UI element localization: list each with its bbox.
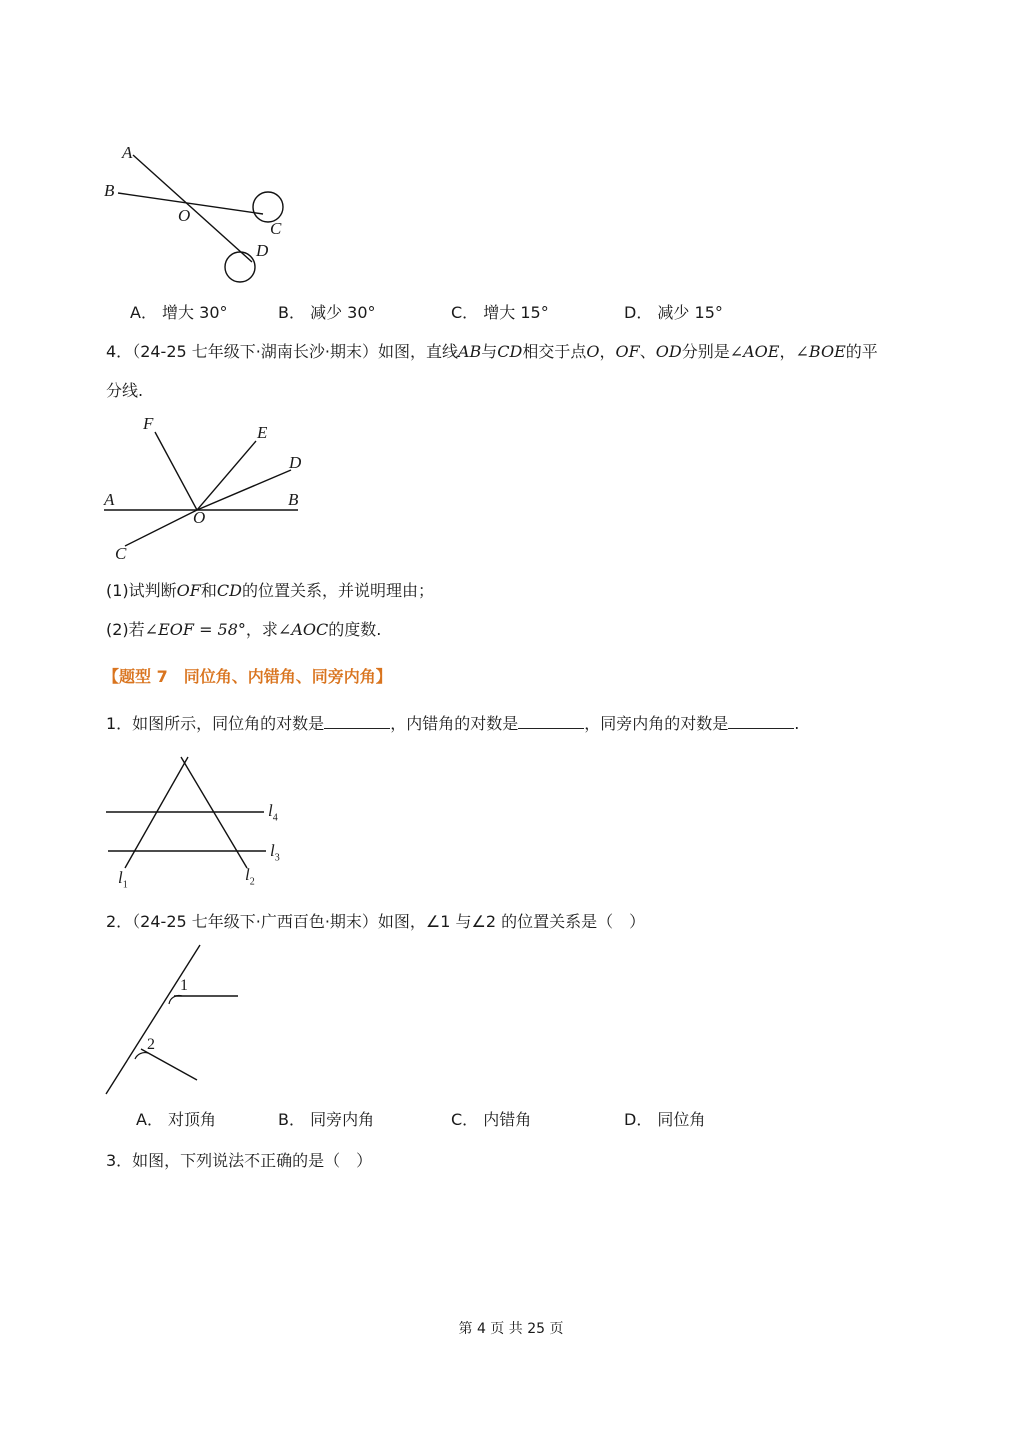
q3-option-a[interactable]: A． 增大 30°: [130, 303, 228, 322]
section-7-heading: 【题型 7 同位角、内错角、同旁内角】: [103, 667, 392, 686]
s7q2-option-d[interactable]: D． 同位角: [624, 1110, 706, 1129]
transversal: [106, 945, 200, 1094]
s7q2-option-c[interactable]: C． 内错角: [451, 1110, 532, 1129]
q4-sub1: (1)试判断OF和CD的位置关系，并说明理由；: [106, 581, 434, 600]
s7-q3-stem: 3．如图，下列说法不正确的是（ ）: [106, 1151, 373, 1170]
fig2-label-d: D: [289, 453, 302, 472]
fig1-label-a: A: [122, 143, 133, 162]
fig2-label-a: A: [104, 490, 115, 509]
fig2-label-b: B: [288, 490, 299, 509]
fig1-label-c: C: [270, 219, 282, 238]
fig2-label-o: O: [193, 508, 206, 527]
fig3-label-l1: $l_1$: [118, 868, 128, 891]
fig2-label-f: F: [143, 414, 154, 433]
q4-stem-line2: 分线.: [106, 381, 144, 400]
fig1-label-d: D: [256, 241, 269, 260]
fig1-label-o: O: [178, 206, 191, 225]
fig3-label-l4: $l_4$: [268, 801, 278, 824]
q4-stem-line1: 4．（24-25 七年级下·湖南长沙·期末）如图，直线AB与CD相交于点O，OF、OD分别是∠AOE，∠BOE的平: [106, 342, 878, 361]
s7-q2-stem: 2．（24-25 七年级下·广西百色·期末）如图，∠1 与∠2 的位置关系是（ ）: [106, 912, 646, 931]
q4-sub2: (2)若∠EOF = 58°，求∠AOC的度数.: [106, 620, 382, 639]
fig2-label-c: C: [115, 544, 127, 563]
q3-option-c[interactable]: C． 增大 15°: [451, 303, 549, 322]
q3-option-d[interactable]: D． 减少 15°: [624, 303, 723, 322]
s7q2-option-b[interactable]: B． 同旁内角: [278, 1110, 375, 1129]
q3-option-b[interactable]: B． 减少 30°: [278, 303, 376, 322]
fig4-label-1: 1: [180, 977, 188, 994]
s7q2-option-a[interactable]: A． 对顶角: [136, 1110, 217, 1129]
fig3-label-l3: $l_3$: [270, 841, 280, 864]
angle-1-arc: [169, 996, 182, 1004]
page-number-footer: 第 4 页 共 25 页: [458, 1321, 564, 1337]
fig1-label-b: B: [104, 181, 115, 200]
fig4-label-2: 2: [147, 1036, 155, 1053]
fig2-label-e: E: [257, 423, 268, 442]
s7-q1-stem: 1．如图所示，同位角的对数是 ，内错角的对数是 ，同旁内角的对数是 .: [106, 714, 800, 733]
fig3-label-l2: $l_2$: [245, 865, 255, 888]
